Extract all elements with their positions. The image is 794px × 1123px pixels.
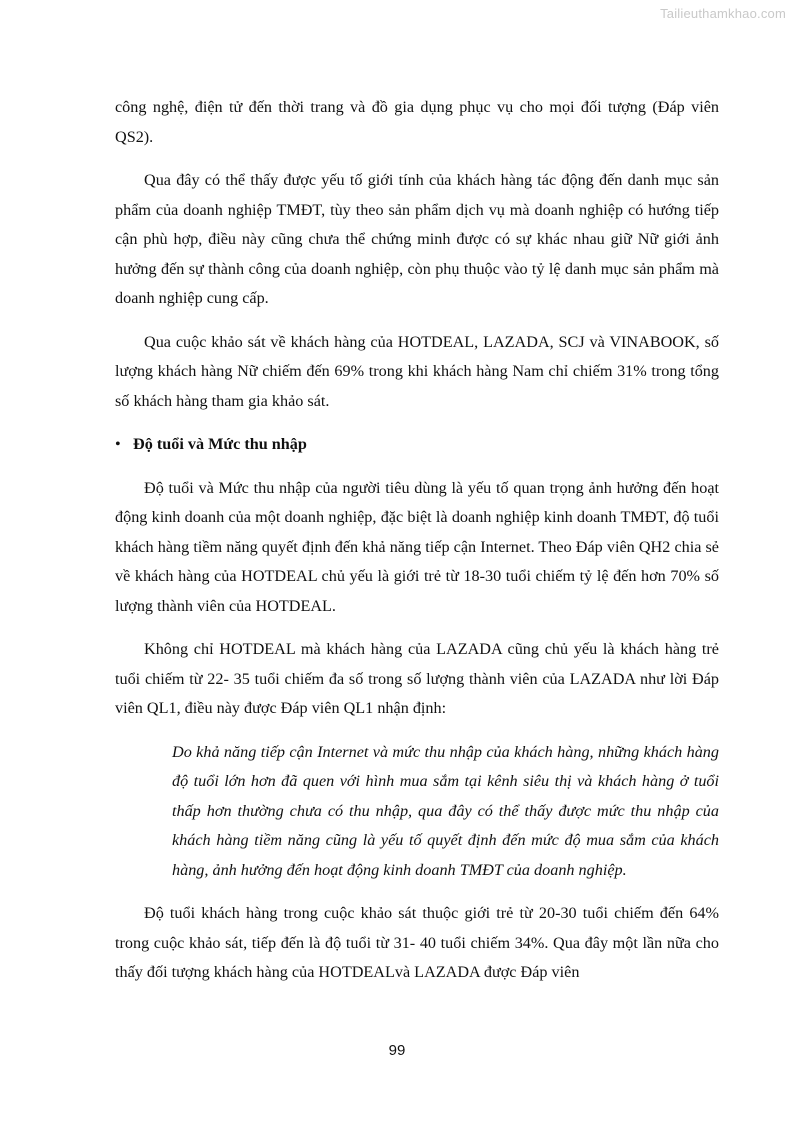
bullet-icon: • xyxy=(115,435,121,453)
page-number: 99 xyxy=(388,1042,406,1059)
paragraph-survey-age: Độ tuổi khách hàng trong cuộc khảo sát thuộc giới trẻ từ 20-30 tuổi chiếm đến 64% trong cuộc khảo sát, tiếp đến là độ tuổi từ 31- 40 tuổi chiếm 34%. Qua đây một lần nữa cho thấy đối tượng khách hàng của HOTDEALvà LAZADA được Đáp viên xyxy=(115,904,719,981)
paragraph-survey-gender: Qua cuộc khảo sát về khách hàng của HOTDEAL, LAZADA, SCJ và VINABOOK, số lượng khách hàng Nữ chiếm đến 69% trong khi khách hàng Nam chỉ chiếm 31% trong tổng số khách hàng tham gia khảo sát. xyxy=(115,332,719,410)
section-heading xyxy=(115,430,719,460)
paragraph-lazada-customers: Không chỉ HOTDEAL mà khách hàng của LAZADA cũng chủ yếu là khách hàng trẻ tuổi chiếm từ 22- 35 tuổi chiếm đa số trong số lượng thành viên của LAZADA như lời Đáp viên QL1, điều này được Đáp viên QL1 nhận định: xyxy=(115,640,719,717)
watermark: Tailieuthamkhao.com xyxy=(660,6,786,21)
paragraph-gender-impact: Qua đây có thể thấy được yếu tố giới tính của khách hàng tác động đến danh mục sản phẩm của doanh nghiệp TMĐT, tùy theo sản phẩm dịch vụ mà doanh nghiệp có hướng tiếp cận phù hợp, điều này cũng chưa thể chứng minh được có sự khác nhau giữ Nữ giới ảnh hưởng đến sự thành công của doanh nghiệp, còn phụ thuộc vào tỷ lệ danh mục sản phẩm mà doanh nghiệp cung cấp. xyxy=(115,171,719,307)
section-heading-text: Độ tuổi và Mức thu nhập xyxy=(133,435,307,453)
paragraph-age-income: Độ tuổi và Mức thu nhập của người tiêu dùng là yếu tố quan trọng ảnh hưởng đến hoạt động kinh doanh của một doanh nghiệp, đặc biệt là doanh nghiệp kinh doanh TMĐT, độ tuổi khách hàng tiềm năng quyết định đến khả năng tiếp cận Internet. Theo Đáp viên QH2 chia sẻ về khách hàng của HOTDEAL chủ yếu là giới trẻ từ 18-30 tuổi chiếm tỷ lệ đến hơn 70% số lượng thành viên của HOTDEAL. xyxy=(115,478,719,615)
interview-quote: Do khả năng tiếp cận Internet và mức thu nhập của khách hàng, những khách hàng độ tuổi lớn hơn đã quen với hình mua sắm tại kênh siêu thị và khách hàng ở tuổi thấp hơn thường chưa có thu nhập, qua đây có thể thấy được mức thu nhập của khách hàng tiềm năng cũng là yếu tố quyết định đến mức độ mua sắm của khách hàng, ảnh hưởng đến hoạt động kinh doanh TMĐT của doanh nghiệp. xyxy=(172,742,719,879)
document-body xyxy=(115,93,719,1002)
paragraph-continued: công nghệ, điện tử đến thời trang và đồ gia dụng phục vụ cho mọi đối tượng (Đáp viên QS2). xyxy=(115,98,719,146)
